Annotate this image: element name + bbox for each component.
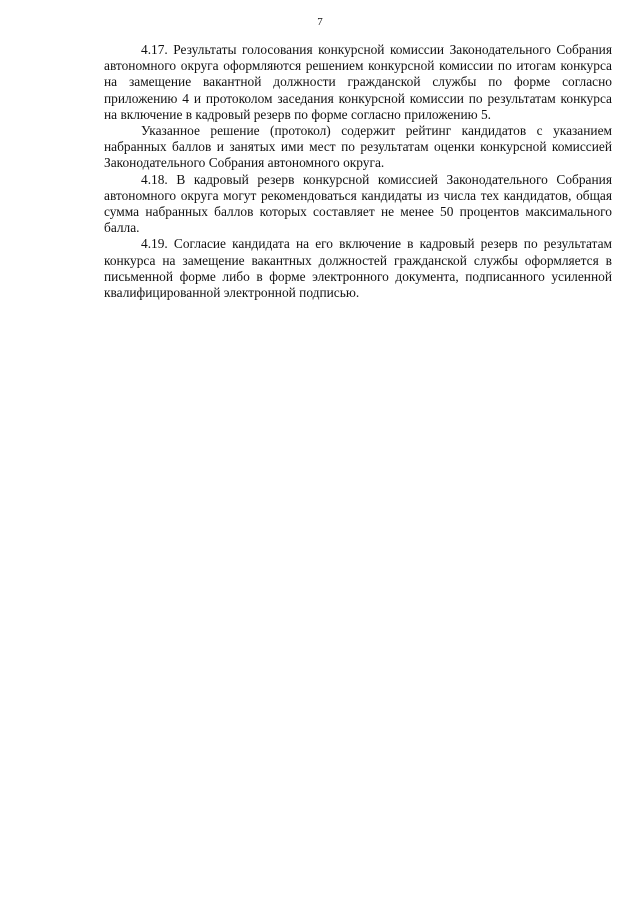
paragraph-4-17: 4.17. Результаты голосования конкурсной комиссии Законодательного Собрания автономного округа оформляются решением конкурсной комиссии по итогам конкурса на замещение вакантной должности гражданской службы по форме согласно приложению 4 и протоколом заседания конкурсной комиссии по результатам конкурса на включение в кадровый резерв по форме согласно приложению 5. xyxy=(104,42,612,122)
paragraph-4-18: 4.18. В кадровый резерв конкурсной комиссией Законодательного Собрания автономного округа могут рекомендоваться кандидаты из числа тех кандидатов, общая сумма набранных баллов которых составляет не менее 50 процентов максимального балла. xyxy=(104,171,612,236)
document-body xyxy=(104,42,612,301)
paragraph-4-19: 4.19. Согласие кандидата на его включение в кадровый резерв по результатам конкурса на замещение вакантных должностей гражданской службы оформляется в письменной форме либо в форме электронного документа, подписанного усиленной квалифицированной электронной подписью. xyxy=(104,236,612,301)
page-number: 7 xyxy=(317,16,323,28)
paragraph-protocol-rating: Указанное решение (протокол) содержит рейтинг кандидатов с указанием набранных баллов и занятых ими мест по результатам оценки конкурсной комиссией Законодательного Собрания автономного округа. xyxy=(104,123,612,171)
